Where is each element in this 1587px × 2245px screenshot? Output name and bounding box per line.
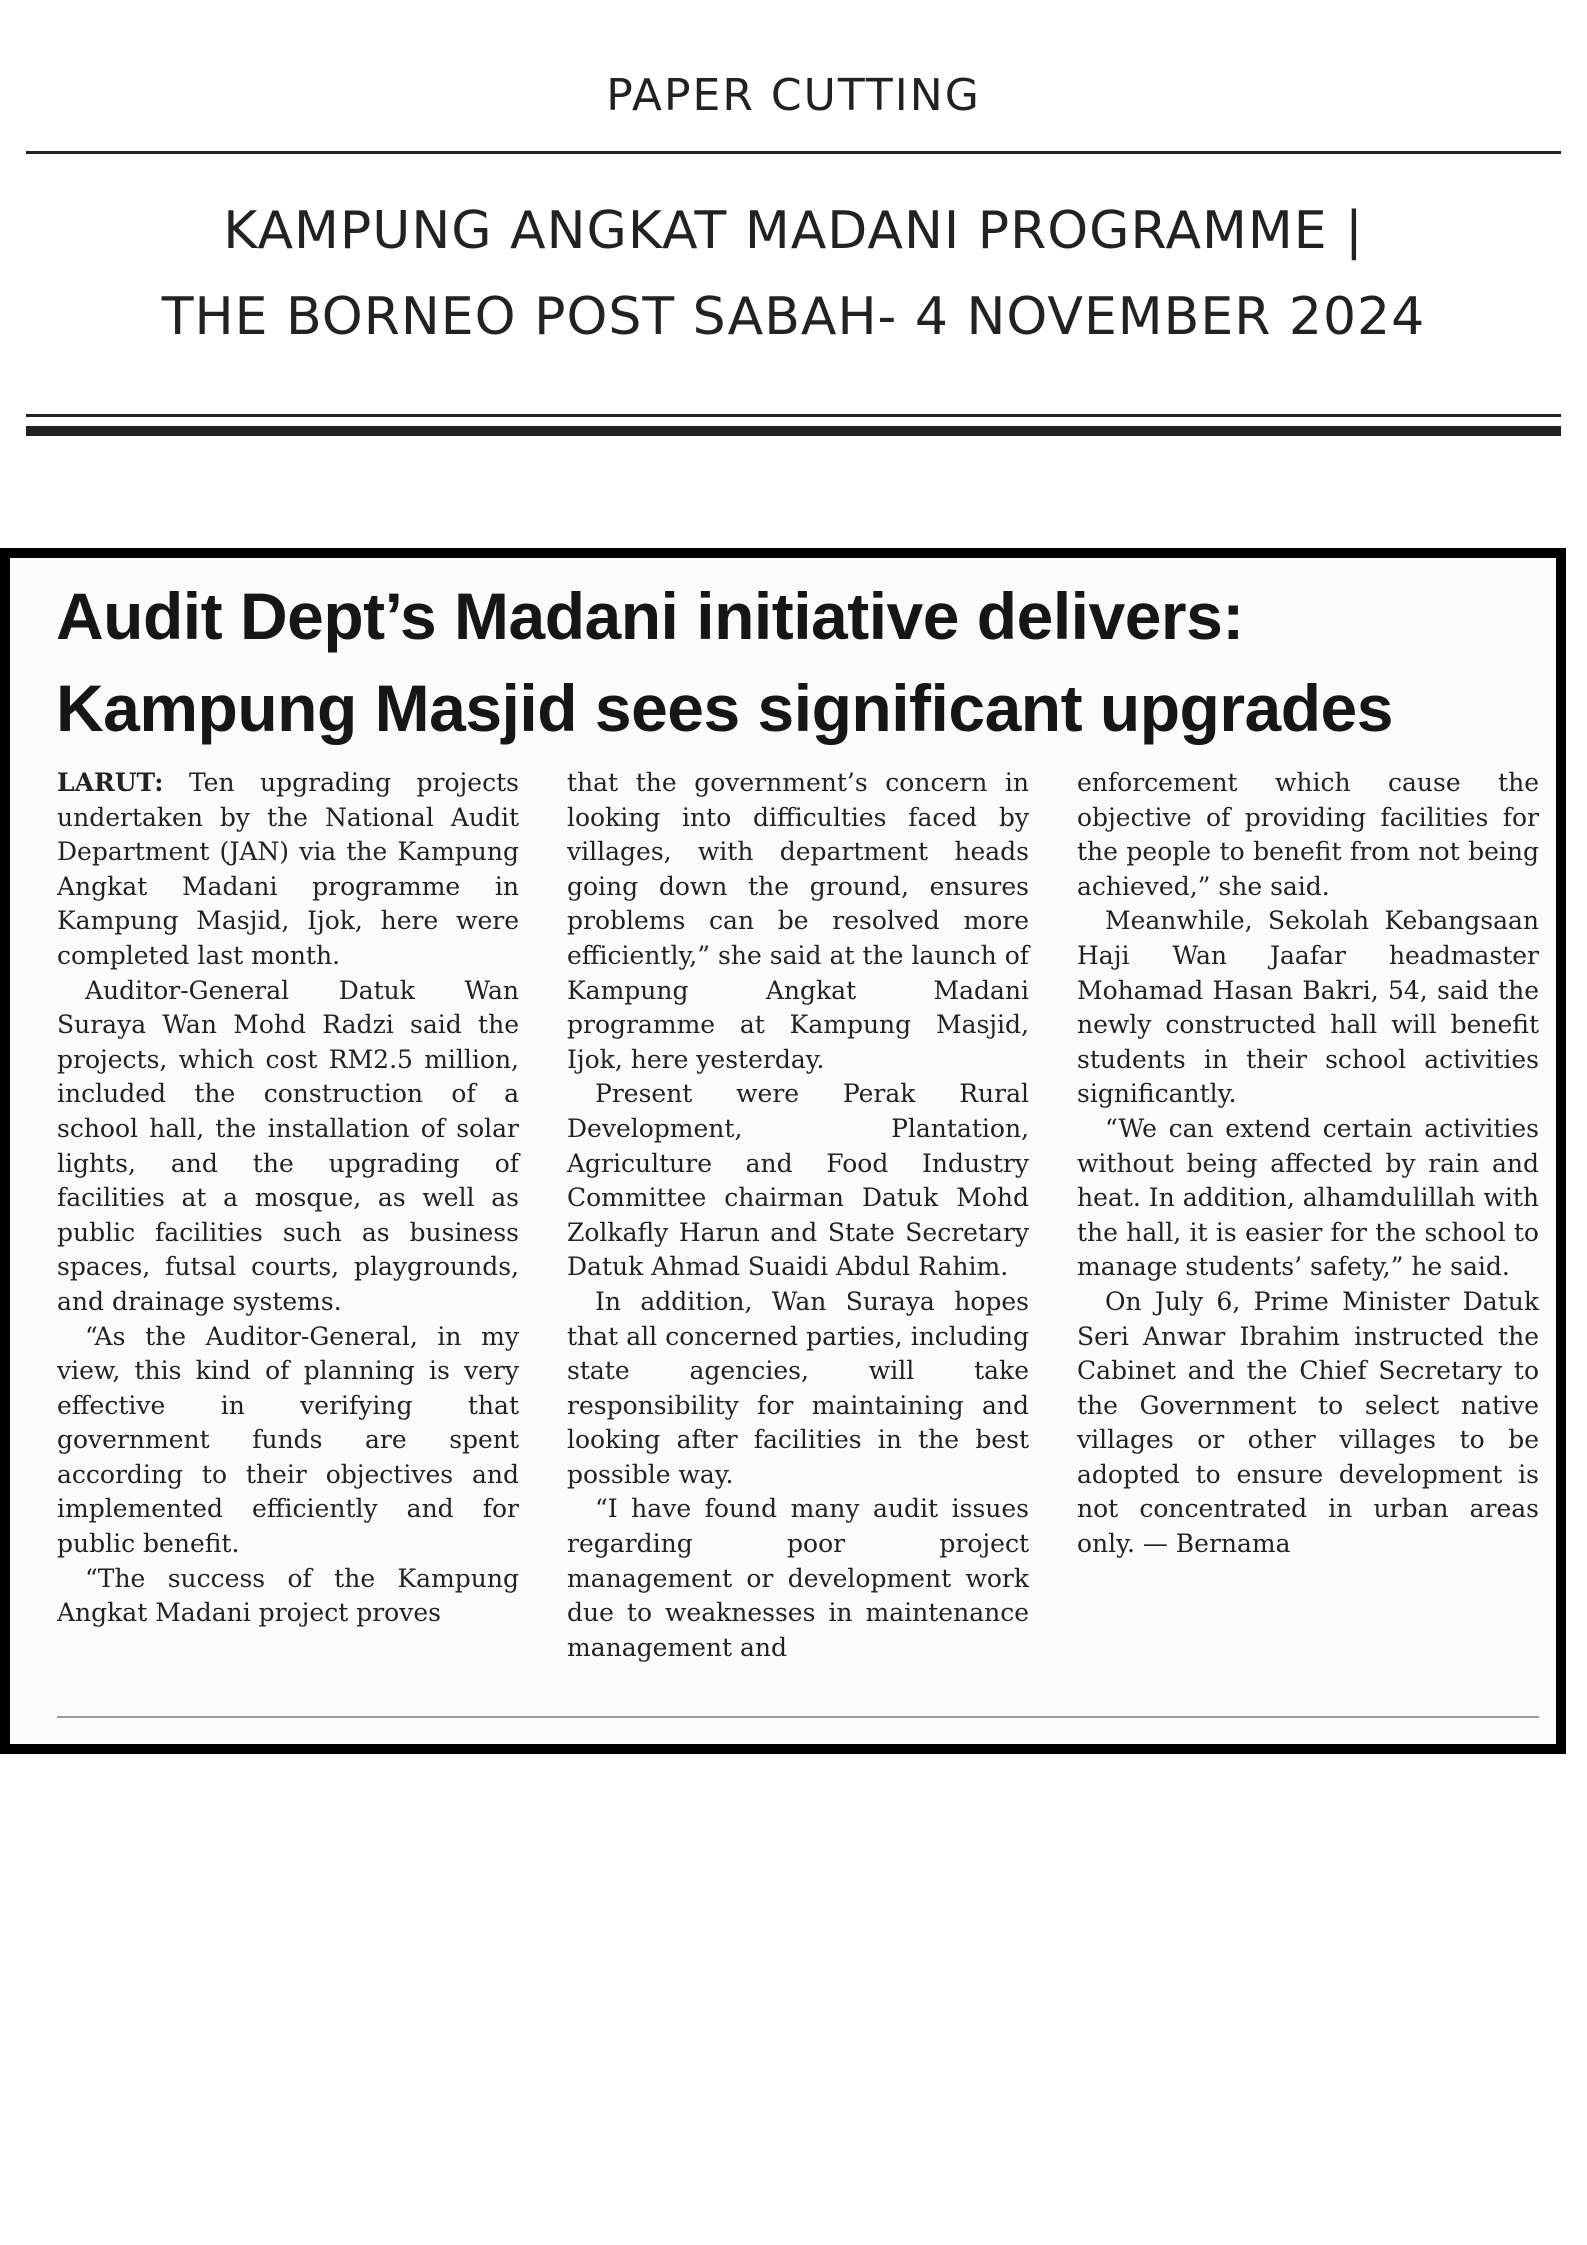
paragraph (57, 766, 519, 974)
report-title (0, 188, 1587, 360)
paragraph: “I have found many audit issues regarding poor project management or development work due to weaknesses in maintenance management and (567, 1494, 1029, 1662)
paragraph: Meanwhile, Sekolah Kebangsaan Haji Wan Jaafar headmaster Mohamad Hasan Bakri, 54, said the newly constructed hall will benefit students in their school activities significantly. (1077, 906, 1539, 1109)
report-title-line-1: KAMPUNG ANGKAT MADANI PROGRAMME | (223, 201, 1364, 261)
paragraph: In addition, Wan Suraya hopes that all concerned parties, including state agencies, will take responsibility for maintaining and looking after facilities in the best possible way. (567, 1286, 1029, 1489)
paragraph: “We can extend certain activities without being affected by rain and heat. In addition, alhamdulillah with the hall, it is easier for the school to manage students’ safety,” he said. (1077, 1113, 1539, 1282)
header-divider (26, 151, 1561, 154)
paper-cutting-label: PAPER CUTTING (606, 70, 981, 121)
double-rule-bottom (26, 426, 1561, 436)
newspaper-clipping (0, 548, 1566, 1754)
paragraph: enforcement which cause the objective of providing facilities for the people to benefit from not being achieved,” she said. (1077, 768, 1539, 901)
article-column-2 (567, 766, 1029, 1665)
article-column-1 (57, 766, 519, 1665)
paragraph: “As the Auditor-General, in my view, this kind of planning is very effective in verifying that government funds are spent according to their objectives and implemented efficiently and for public benefit. (57, 1321, 519, 1559)
article-column-3 (1077, 766, 1539, 1665)
article-headline (56, 570, 1536, 754)
paragraph-text: Ten upgrading projects undertaken by the National Audit Department (JAN) via the Kampung Angkat Madani programme in Kampung Masjid, Ijok, here were completed last month. (57, 768, 519, 970)
paragraph: Auditor-General Datuk Wan Suraya Wan Mohd Radzi said the projects, which cost RM2.5 million, included the construction of a school hall, the installation of solar lights, and the upgrading of facilities at a mosque, as well as public facilities such as business spaces, futsal courts, playgrounds, and drainage systems. (57, 975, 519, 1316)
paragraph: On July 6, Prime Minister Datuk Seri Anwar Ibrahim instructed the Cabinet and the Chief Secretary to the Government to select native villages or other villages to be adopted to ensure development is not concentrated in urban areas only. — Bernama (1077, 1286, 1539, 1559)
paragraph: “The success of the Kampung Angkat Madani project proves (57, 1563, 519, 1628)
report-title-line-2: THE BORNEO POST SABAH- 4 NOVEMBER 2024 (161, 287, 1426, 347)
double-rule-top (26, 414, 1561, 417)
headline-line-2: Kampung Masjid sees significant upgrades (56, 671, 1393, 745)
paragraph: that the government’s concern in looking into difficulties faced by villages, with department heads going down the ground, ensures problems can be resolved more efficiently,” she said at the launch of Kampung Angkat Madani programme at Kampung Masjid, Ijok, here yesterday. (567, 768, 1029, 1074)
article-body (57, 766, 1539, 1665)
paragraph: Present were Perak Rural Development, Plantation, Agriculture and Food Industry Committee chairman Datuk Mohd Zolkafly Harun and State Secretary Datuk Ahmad Suaidi Abdul Rahim. (567, 1079, 1029, 1282)
dateline: LARUT: (57, 768, 164, 797)
headline-line-1: Audit Dept’s Madani initiative delivers: (56, 579, 1244, 653)
article-bottom-rule (57, 1716, 1539, 1718)
